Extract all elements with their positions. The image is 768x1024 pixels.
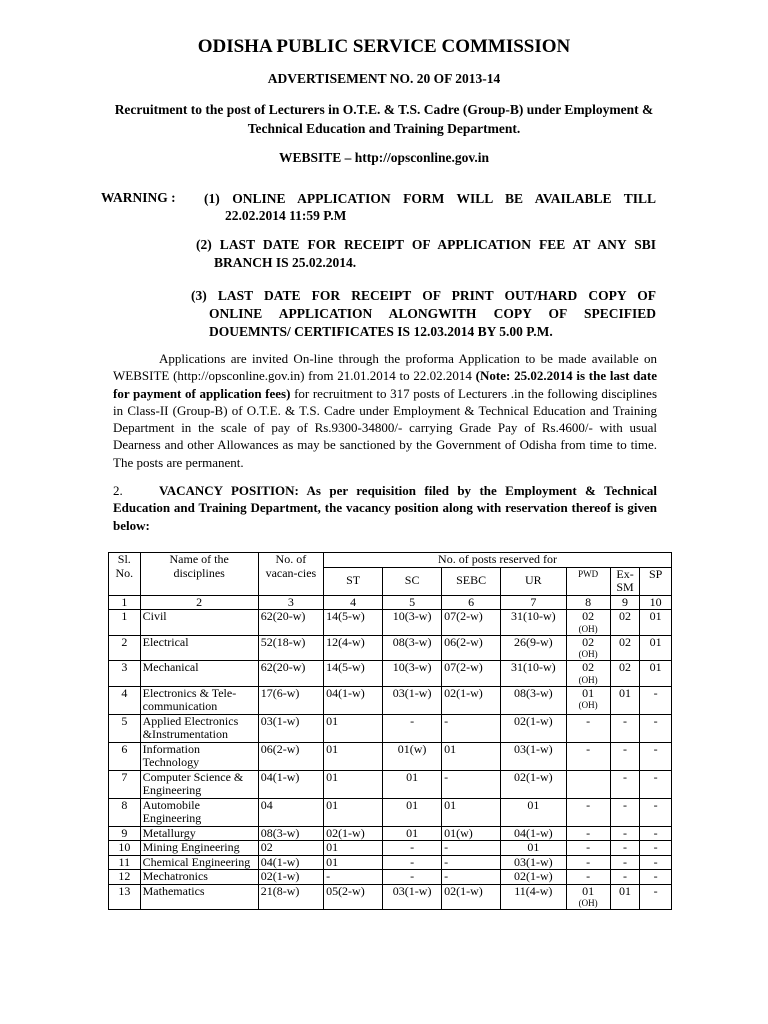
cell-ur: 03(1-w) (501, 855, 566, 870)
advertisement-number: ADVERTISEMENT NO. 20 OF 2013-14 (267, 71, 501, 86)
intro-part2: for recruitment to 317 posts of Lecturers .in the following disciplines in Class-II (Group-B) of O.T.E. & T.S. Cadre under Employment & Technical Education and Training Department in the scale of pay of Rs.9300-34800/- carrying Grade Pay of Rs.4600/- with usual Dearness and other Allowances as may be sanctioned by the Government of Odisha from time to time. The posts are permanent. (113, 385, 657, 470)
cell-name: Mining Engineering (140, 841, 258, 856)
table-row (109, 610, 672, 636)
table-row (109, 770, 672, 798)
cell-exsm: - (610, 855, 640, 870)
cell-sebc: - (442, 770, 501, 798)
pwd-note: (OH) (578, 649, 598, 659)
header-sl: Sl. No. (109, 553, 141, 596)
cell-sc: 03(1-w) (383, 686, 442, 714)
cell-name: Civil (140, 610, 258, 636)
header-vacancies: No. of vacan-cies (258, 553, 323, 596)
table-row (109, 661, 672, 687)
warning-item-3 (191, 287, 656, 341)
column-number: 1 (109, 595, 141, 610)
cell-ur: 03(1-w) (501, 742, 566, 770)
cell-sl: 13 (109, 884, 141, 910)
header-pwd: PWD (566, 567, 610, 595)
cell-exsm: 01 (610, 884, 640, 910)
cell-sp: - (640, 884, 672, 910)
cell-sp: - (640, 798, 672, 826)
cell-pwd (566, 770, 610, 798)
pwd-value: - (586, 797, 591, 812)
cell-exsm: - (610, 798, 640, 826)
cell-sc: - (383, 855, 442, 870)
cell-ur: 11(4-w) (501, 884, 566, 910)
cell-st: 02(1-w) (324, 826, 383, 841)
cell-pwd (566, 884, 610, 910)
cell-vac: 62(20-w) (258, 610, 323, 636)
cell-sc: 10(3-w) (383, 661, 442, 687)
cell-st: 01 (324, 714, 383, 742)
section-2-number: 2. (113, 483, 123, 498)
warning-item-1-line2: 22.02.2014 11:59 P.M (225, 208, 347, 223)
cell-name: Metallurgy (140, 826, 258, 841)
cell-ur: 02(1-w) (501, 770, 566, 798)
cell-exsm: - (610, 742, 640, 770)
cell-st: 01 (324, 798, 383, 826)
table-row (109, 884, 672, 910)
column-number: 7 (501, 595, 566, 610)
warning-label: WARNING : (101, 190, 176, 205)
cell-ur: 31(10-w) (501, 610, 566, 636)
cell-st: 14(5-w) (324, 661, 383, 687)
cell-sp: 01 (640, 635, 672, 661)
pwd-value: 01 (582, 883, 595, 898)
intro-part1: Applications are invited On-line through the proforma Application to be made available on WEBSITE (http://opsconline.gov.in) from 21.01.2014 to 22.02.2014 (113, 351, 657, 384)
section-2-text: VACANCY POSITION: As per requisition filed by the Employment & Technical Education and Training Department, the vacancy position along with reservation thereof is given below: (113, 483, 657, 533)
header-ur: UR (501, 567, 566, 595)
header-exsm: Ex-SM (610, 567, 640, 595)
cell-st: 01 (324, 742, 383, 770)
cell-sc: 10(3-w) (383, 610, 442, 636)
pwd-value: - (586, 840, 591, 854)
cell-ur: 01 (501, 841, 566, 856)
cell-sl: 8 (109, 798, 141, 826)
header-name: Name of the disciplines (140, 553, 258, 596)
cell-name: Automobile Engineering (140, 798, 258, 826)
cell-exsm: - (610, 770, 640, 798)
cell-sc: 03(1-w) (383, 884, 442, 910)
cell-exsm: - (610, 841, 640, 856)
cell-st: 05(2-w) (324, 884, 383, 910)
cell-vac: 04(1-w) (258, 770, 323, 798)
pwd-value: 02 (582, 634, 595, 649)
column-number: 3 (258, 595, 323, 610)
website-line: WEBSITE – http://opsconline.gov.in (278, 150, 490, 165)
column-number: 6 (442, 595, 501, 610)
cell-sl: 7 (109, 770, 141, 798)
cell-name: Chemical Engineering (140, 855, 258, 870)
cell-sc: - (383, 870, 442, 885)
cell-ur: 31(10-w) (501, 661, 566, 687)
table-row (109, 855, 672, 870)
cell-pwd (566, 826, 610, 841)
cell-exsm: 02 (610, 661, 640, 687)
cell-vac: 52(18-w) (258, 635, 323, 661)
cell-sl: 5 (109, 714, 141, 742)
cell-exsm: 01 (610, 686, 640, 714)
intro-paragraph (113, 350, 657, 471)
warning-item-2-line2: BRANCH IS 25.02.2014. (214, 255, 357, 270)
table-row (109, 841, 672, 856)
cell-sebc: 01 (442, 798, 501, 826)
cell-ur: 26(9-w) (501, 635, 566, 661)
cell-vac: 08(3-w) (258, 826, 323, 841)
cell-vac: 17(6-w) (258, 686, 323, 714)
cell-sl: 10 (109, 841, 141, 856)
cell-sc: 01(w) (383, 742, 442, 770)
cell-sebc: 01(w) (442, 826, 501, 841)
cell-name: Electronics & Tele-communication (140, 686, 258, 714)
cell-sc: - (383, 841, 442, 856)
header-sc: SC (383, 567, 442, 595)
cell-ur: 02(1-w) (501, 714, 566, 742)
cell-sl: 2 (109, 635, 141, 661)
cell-sp: 01 (640, 661, 672, 687)
header-sebc: SEBC (442, 567, 501, 595)
cell-vac: 03(1-w) (258, 714, 323, 742)
cell-exsm: 02 (610, 610, 640, 636)
cell-name: Electrical (140, 635, 258, 661)
cell-sp: - (640, 686, 672, 714)
cell-name: Mechatronics (140, 870, 258, 885)
cell-vac: 21(8-w) (258, 884, 323, 910)
cell-sl: 3 (109, 661, 141, 687)
pwd-note: (OH) (578, 623, 598, 634)
pwd-value: - (586, 869, 591, 883)
cell-sl: 12 (109, 870, 141, 885)
cell-st: 12(4-w) (324, 635, 383, 661)
pwd-note: (OH) (578, 898, 598, 908)
cell-ur: 01 (501, 798, 566, 826)
cell-st: - (324, 870, 383, 885)
cell-sp: - (640, 742, 672, 770)
column-number: 9 (610, 595, 640, 610)
cell-vac: 04 (258, 798, 323, 826)
pwd-value: 02 (582, 609, 595, 623)
column-number: 10 (640, 595, 672, 610)
cell-exsm: - (610, 870, 640, 885)
cell-pwd (566, 714, 610, 742)
cell-st: 01 (324, 770, 383, 798)
column-number: 8 (566, 595, 610, 610)
column-number: 4 (324, 595, 383, 610)
cell-sp: - (640, 826, 672, 841)
cell-pwd (566, 870, 610, 885)
cell-pwd (566, 661, 610, 687)
cell-sebc: 01 (442, 742, 501, 770)
pwd-note: (OH) (578, 674, 598, 685)
cell-st: 14(5-w) (324, 610, 383, 636)
cell-sebc: - (442, 714, 501, 742)
warning-item-3-line2: ONLINE APPLICATION ALONGWITH COPY OF SPECIFIED DOUEMNTS/ CERTIFICATES IS 12.03.2014 BY 5.00 P.M. (209, 306, 656, 339)
cell-sl: 4 (109, 686, 141, 714)
cell-sebc: 02(1-w) (442, 884, 501, 910)
pwd-value: 01 (582, 685, 595, 700)
warning-item-1-line1: (1) ONLINE APPLICATION FORM WILL BE AVAILABLE TILL (204, 191, 656, 206)
cell-sp: - (640, 841, 672, 856)
table-row (109, 635, 672, 661)
cell-pwd (566, 841, 610, 856)
table-row (109, 742, 672, 770)
warning-item-2 (196, 236, 656, 272)
cell-exsm: 02 (610, 635, 640, 661)
cell-vac: 62(20-w) (258, 661, 323, 687)
header-reserved: No. of posts reserved for (324, 553, 672, 568)
cell-st: 01 (324, 841, 383, 856)
cell-pwd (566, 742, 610, 770)
cell-sc: 08(3-w) (383, 635, 442, 661)
cell-sebc: 07(2-w) (442, 661, 501, 687)
table-row (109, 870, 672, 885)
warning-item-3-line1: (3) LAST DATE FOR RECEIPT OF PRINT OUT/HARD COPY OF (191, 288, 656, 303)
cell-vac: 02 (258, 841, 323, 856)
cell-name: Applied Electronics &Instrumentation (140, 714, 258, 742)
cell-sl: 6 (109, 742, 141, 770)
cell-name: Computer Science & Engineering (140, 770, 258, 798)
page-title: ODISHA PUBLIC SERVICE COMMISSION (197, 36, 571, 57)
header-st: ST (324, 567, 383, 595)
cell-pwd (566, 855, 610, 870)
cell-sc: 01 (383, 798, 442, 826)
cell-pwd (566, 686, 610, 714)
column-number: 2 (140, 595, 258, 610)
cell-sebc: - (442, 870, 501, 885)
intro-note: (Note: 25.02.2014 is the last date for payment of application fees) (113, 368, 657, 401)
cell-pwd (566, 798, 610, 826)
cell-pwd (566, 635, 610, 661)
header-sp: SP (640, 567, 672, 595)
table-row (109, 826, 672, 841)
cell-name: Mathematics (140, 884, 258, 910)
cell-sp: - (640, 770, 672, 798)
pwd-value: - (586, 825, 591, 840)
pwd-value: 02 (582, 660, 595, 674)
cell-sl: 1 (109, 610, 141, 636)
cell-name: Information Technology (140, 742, 258, 770)
cell-sl: 11 (109, 855, 141, 870)
cell-pwd (566, 610, 610, 636)
cell-sebc: 02(1-w) (442, 686, 501, 714)
cell-ur: 08(3-w) (501, 686, 566, 714)
warning-item-1 (204, 190, 656, 224)
section-2 (113, 482, 657, 534)
pwd-value: - (586, 713, 591, 728)
cell-sl: 9 (109, 826, 141, 841)
cell-st: 04(1-w) (324, 686, 383, 714)
pwd-value: - (586, 854, 591, 869)
cell-ur: 04(1-w) (501, 826, 566, 841)
cell-sp: - (640, 855, 672, 870)
cell-vac: 06(2-w) (258, 742, 323, 770)
table-row (109, 686, 672, 714)
column-number: 5 (383, 595, 442, 610)
cell-sebc: 07(2-w) (442, 610, 501, 636)
cell-sebc: - (442, 841, 501, 856)
cell-sebc: - (442, 855, 501, 870)
cell-sc: - (383, 714, 442, 742)
cell-exsm: - (610, 714, 640, 742)
cell-vac: 04(1-w) (258, 855, 323, 870)
cell-sp: 01 (640, 610, 672, 636)
table-row (109, 798, 672, 826)
cell-sc: 01 (383, 826, 442, 841)
vacancy-table (108, 552, 672, 910)
pwd-note: (OH) (578, 700, 598, 710)
cell-name: Mechanical (140, 661, 258, 687)
cell-sebc: 06(2-w) (442, 635, 501, 661)
pwd-value: - (586, 741, 591, 756)
cell-exsm: - (610, 826, 640, 841)
cell-sp: - (640, 870, 672, 885)
cell-sc: 01 (383, 770, 442, 798)
cell-vac: 02(1-w) (258, 870, 323, 885)
warning-item-2-line1: (2) LAST DATE FOR RECEIPT OF APPLICATION FEE AT ANY SBI (196, 237, 656, 252)
recruitment-heading: Recruitment to the post of Lecturers in O.T.E. & T.S. Cadre (Group-B) under Employment & Technical Education and Training Department. (114, 102, 654, 136)
column-number-row (109, 595, 672, 610)
cell-ur: 02(1-w) (501, 870, 566, 885)
cell-sp: - (640, 714, 672, 742)
table-row (109, 714, 672, 742)
cell-st: 01 (324, 855, 383, 870)
